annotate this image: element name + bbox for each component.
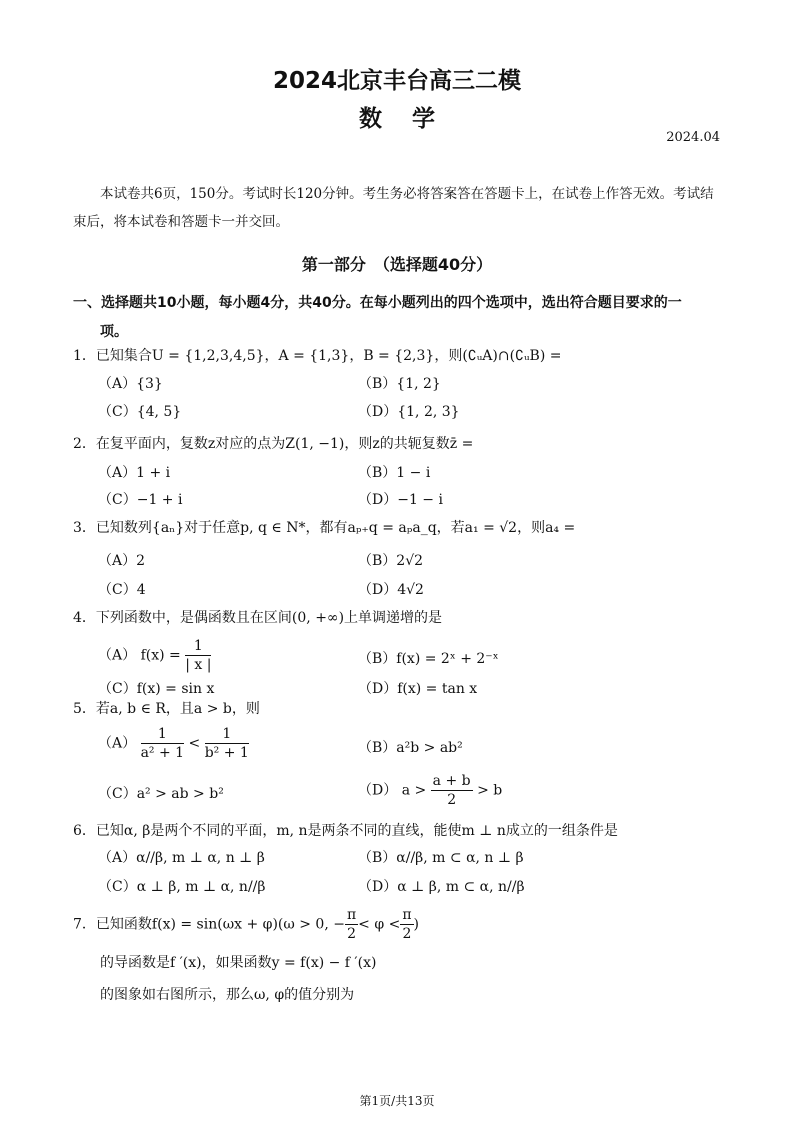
q2-option-d[interactable]: （D）−1 − i xyxy=(358,492,443,508)
q2-option-c[interactable]: （C）−1 + i xyxy=(98,492,183,508)
question-1 xyxy=(73,345,561,365)
fraction xyxy=(185,637,211,674)
question-5 xyxy=(73,698,260,718)
q7-line-2: 的导函数是f ′(x)，如果函数y = f(x) − f ′(x) xyxy=(100,955,377,971)
question-number: 6． xyxy=(73,823,96,839)
fraction-numerator: 1 xyxy=(141,725,185,744)
q6-option-d[interactable]: （D）α ⊥ β, m ⊂ α, n//β xyxy=(358,879,525,895)
option-label: （D） xyxy=(358,782,398,799)
question-2 xyxy=(73,433,473,453)
page-title: 2024北京丰台高三二模 xyxy=(272,68,521,94)
fraction-numerator: π xyxy=(346,907,357,923)
option-rhs: > b xyxy=(477,782,503,799)
fraction-numerator: 1 xyxy=(185,637,211,656)
q4-option-c[interactable]: （C）f(x) = sin x xyxy=(98,681,215,697)
question-stem: 下列函数中，是偶函数且在区间(0, +∞)上单调递增的是 xyxy=(95,610,443,626)
question-number: 7． xyxy=(73,916,96,933)
question-stem: 已知α, β是两个不同的平面，m, n是两条不同的直线，能使m ⊥ n成立的一组条件是 xyxy=(95,823,618,839)
fraction-numerator: π xyxy=(402,907,412,923)
question-stem: 在复平面内，复数z对应的点为Z(1, −1)，则z的共轭复数z̄ = xyxy=(95,436,474,452)
fraction-denominator: 2 xyxy=(447,792,457,808)
q4-option-d[interactable]: （D）f(x) = tan x xyxy=(358,681,478,697)
option-label: （A） xyxy=(98,735,137,752)
question-number: 1． xyxy=(73,348,96,364)
exam-date: 2024.04 xyxy=(666,130,720,145)
q2-option-a[interactable]: （A）1 + i xyxy=(98,465,171,481)
q3-option-d[interactable]: （D）4√2 xyxy=(358,582,424,598)
q7-line-3: 的图象如右图所示，那么ω, φ的值分别为 xyxy=(100,987,355,1003)
question-number: 3． xyxy=(73,520,96,536)
q6-option-a[interactable]: （A）α//β, m ⊥ α, n ⊥ β xyxy=(98,850,265,866)
less-than: < xyxy=(188,735,201,752)
q6-option-b[interactable]: （B）α//β, m ⊂ α, n ⊥ β xyxy=(358,850,524,866)
q5-option-c[interactable]: （C）a² > ab > b² xyxy=(98,786,224,802)
q1-option-a[interactable]: （A）{3} xyxy=(98,376,163,392)
question-stem: 已知函数f(x) = sin(ωx + φ)(ω > 0, − xyxy=(95,916,345,933)
q5-option-a[interactable] xyxy=(98,725,249,762)
q3-option-b[interactable]: （B）2√2 xyxy=(358,553,424,569)
stem-mid: < φ < xyxy=(358,916,401,933)
q6-option-c[interactable]: （C）α ⊥ β, m ⊥ α, n//β xyxy=(98,879,266,895)
fraction-right xyxy=(205,725,249,762)
question-number: 4． xyxy=(73,610,96,626)
q5-option-d[interactable] xyxy=(358,772,502,809)
q2-option-b[interactable]: （B）1 − i xyxy=(358,465,431,481)
option-lhs: f(x) = xyxy=(140,647,181,664)
q3-option-c[interactable]: （C）4 xyxy=(98,582,146,598)
question-number: 5． xyxy=(73,701,96,717)
question-7 xyxy=(73,906,419,943)
question-number: 2． xyxy=(73,436,96,452)
q5-option-b[interactable]: （B）a²b > ab² xyxy=(358,740,463,756)
fraction-denominator: 2 xyxy=(402,926,412,942)
option-label: （A） xyxy=(98,647,137,664)
fraction-denominator: 2 xyxy=(347,926,357,942)
stem-end: ) xyxy=(413,916,419,933)
q1-option-b[interactable]: （B）{1, 2} xyxy=(358,376,441,392)
fraction-left xyxy=(141,725,185,762)
fraction-denominator: | x | xyxy=(185,657,212,673)
intro-paragraph: 本试卷共6页，150分。考试时长120分钟。考生务必将答案答在答题卡上，在试卷上作答无效。考试结束后，将本试卷和答题卡一并交回。 xyxy=(73,186,714,230)
fraction-pi-over-2 xyxy=(345,906,358,943)
q4-option-b[interactable]: （B）f(x) = 2ˣ + 2⁻ˣ xyxy=(358,651,499,667)
q4-option-a[interactable] xyxy=(98,637,211,674)
section-instructions xyxy=(73,289,725,347)
fraction-denominator: a² + 1 xyxy=(140,745,185,761)
fraction-numerator: 1 xyxy=(205,725,249,744)
part-title: 第一部分 （选择题40分） xyxy=(301,255,493,274)
question-stem: 若a, b ∈ R，且a > b，则 xyxy=(95,701,260,717)
option-lhs: a > xyxy=(401,782,427,799)
fraction xyxy=(431,772,473,809)
question-6 xyxy=(73,820,618,840)
question-4 xyxy=(73,607,442,627)
fraction-pi-over-2 xyxy=(400,906,413,943)
subject-title: 数学 xyxy=(359,106,465,132)
section-line-2: 项。 xyxy=(100,324,128,340)
page-footer: 第1页/共13页 xyxy=(359,1094,435,1108)
fraction-numerator: a + b xyxy=(432,773,471,789)
q3-option-a[interactable]: （A）2 xyxy=(98,553,146,569)
fraction-denominator: b² + 1 xyxy=(204,745,249,761)
question-3 xyxy=(73,517,575,537)
section-line-1: 一、选择题共10小题，每小题4分，共40分。在每小题列出的四个选项中，选出符合题目要求的一 xyxy=(73,295,682,311)
question-stem: 已知数列{aₙ}对于任意p, q ∈ N*，都有aₚ₊q = aₚa_q，若a₁ = √2，则a₄ = xyxy=(95,520,576,536)
q1-option-c[interactable]: （C）{4, 5} xyxy=(98,404,182,420)
q1-option-d[interactable]: （D）{1, 2, 3} xyxy=(358,404,460,420)
question-stem: 已知集合U = {1,2,3,4,5}，A = {1,3}，B = {2,3}，则(∁ᵤA)∩(∁ᵤB) = xyxy=(95,348,562,364)
